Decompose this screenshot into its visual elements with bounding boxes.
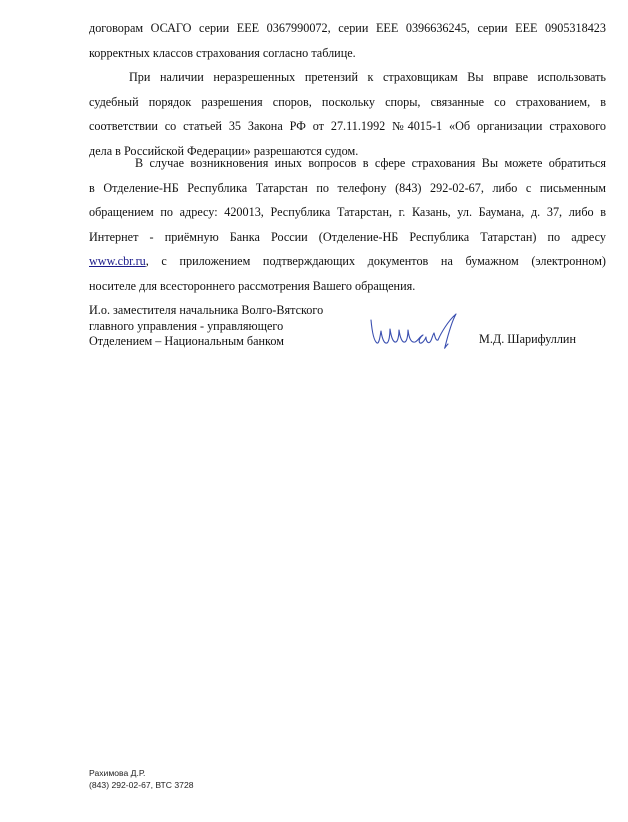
text-line: Интернет - приёмную Банка России (Отделение-НБ Республика Татарстан) по адресу (89, 229, 606, 244)
text-line: соответствии со статьей 35 Закона РФ от 27.11.1992 №4015-1 «Об организации страхового (89, 119, 606, 133)
text-line-rest: , с приложением подтверждающих документов на бумажном (электронном) (145, 254, 606, 268)
text-line: обращением по адресу: 420013, Республика Татарстан, г. Казань, ул. Баумана, д. 37, либо в (89, 205, 606, 219)
text-line: дела в Российской Федерации» разрешаются судом. (89, 143, 359, 158)
signatory-title-line: И.о. заместителя начальника Волго-Вятского (89, 303, 324, 317)
text-line-with-link (89, 249, 606, 274)
executor-name: Рахимова Д.Р. (89, 768, 146, 778)
text-line: судебный порядок разрешения споров, поскольку споры, связанные со страхованием, в (89, 94, 606, 109)
paragraph-osago-policies (89, 16, 606, 65)
signatory-title-line: главного управления - управляющего (89, 318, 284, 333)
signatory-title-line: Отделением – Национальным банком (89, 334, 284, 348)
paragraph-contact-info (89, 151, 606, 298)
text-line: договорам ОСАГО серии ЕЕЕ 0367990072, серии ЕЕЕ 0396636245, серии ЕЕЕ 0905318423 (89, 21, 606, 35)
text-line: При наличии неразрешенных претензий к страховщикам Вы вправе использовать (129, 70, 606, 84)
executor-footer (89, 767, 194, 791)
signatory-title (89, 303, 323, 350)
text-line: носителе для всестороннего рассмотрения Вашего обращения. (89, 278, 416, 293)
text-line: корректных классов страхования согласно таблице. (89, 45, 356, 60)
paragraph-court-resolution (89, 65, 606, 163)
text-line: в Отделение-НБ Республика Татарстан по телефону (843) 292-02-67, либо с письменным (89, 180, 606, 195)
executor-phone: (843) 292-02-67, ВТС 3728 (89, 780, 194, 790)
cbr-website-link[interactable]: www.cbr.ru (89, 254, 146, 268)
text-line: В случае возникновения иных вопросов в сфере страхования Вы можете обратиться (135, 156, 606, 170)
signer-name: М.Д. Шарифуллин (479, 332, 576, 346)
handwritten-signature (368, 311, 464, 351)
